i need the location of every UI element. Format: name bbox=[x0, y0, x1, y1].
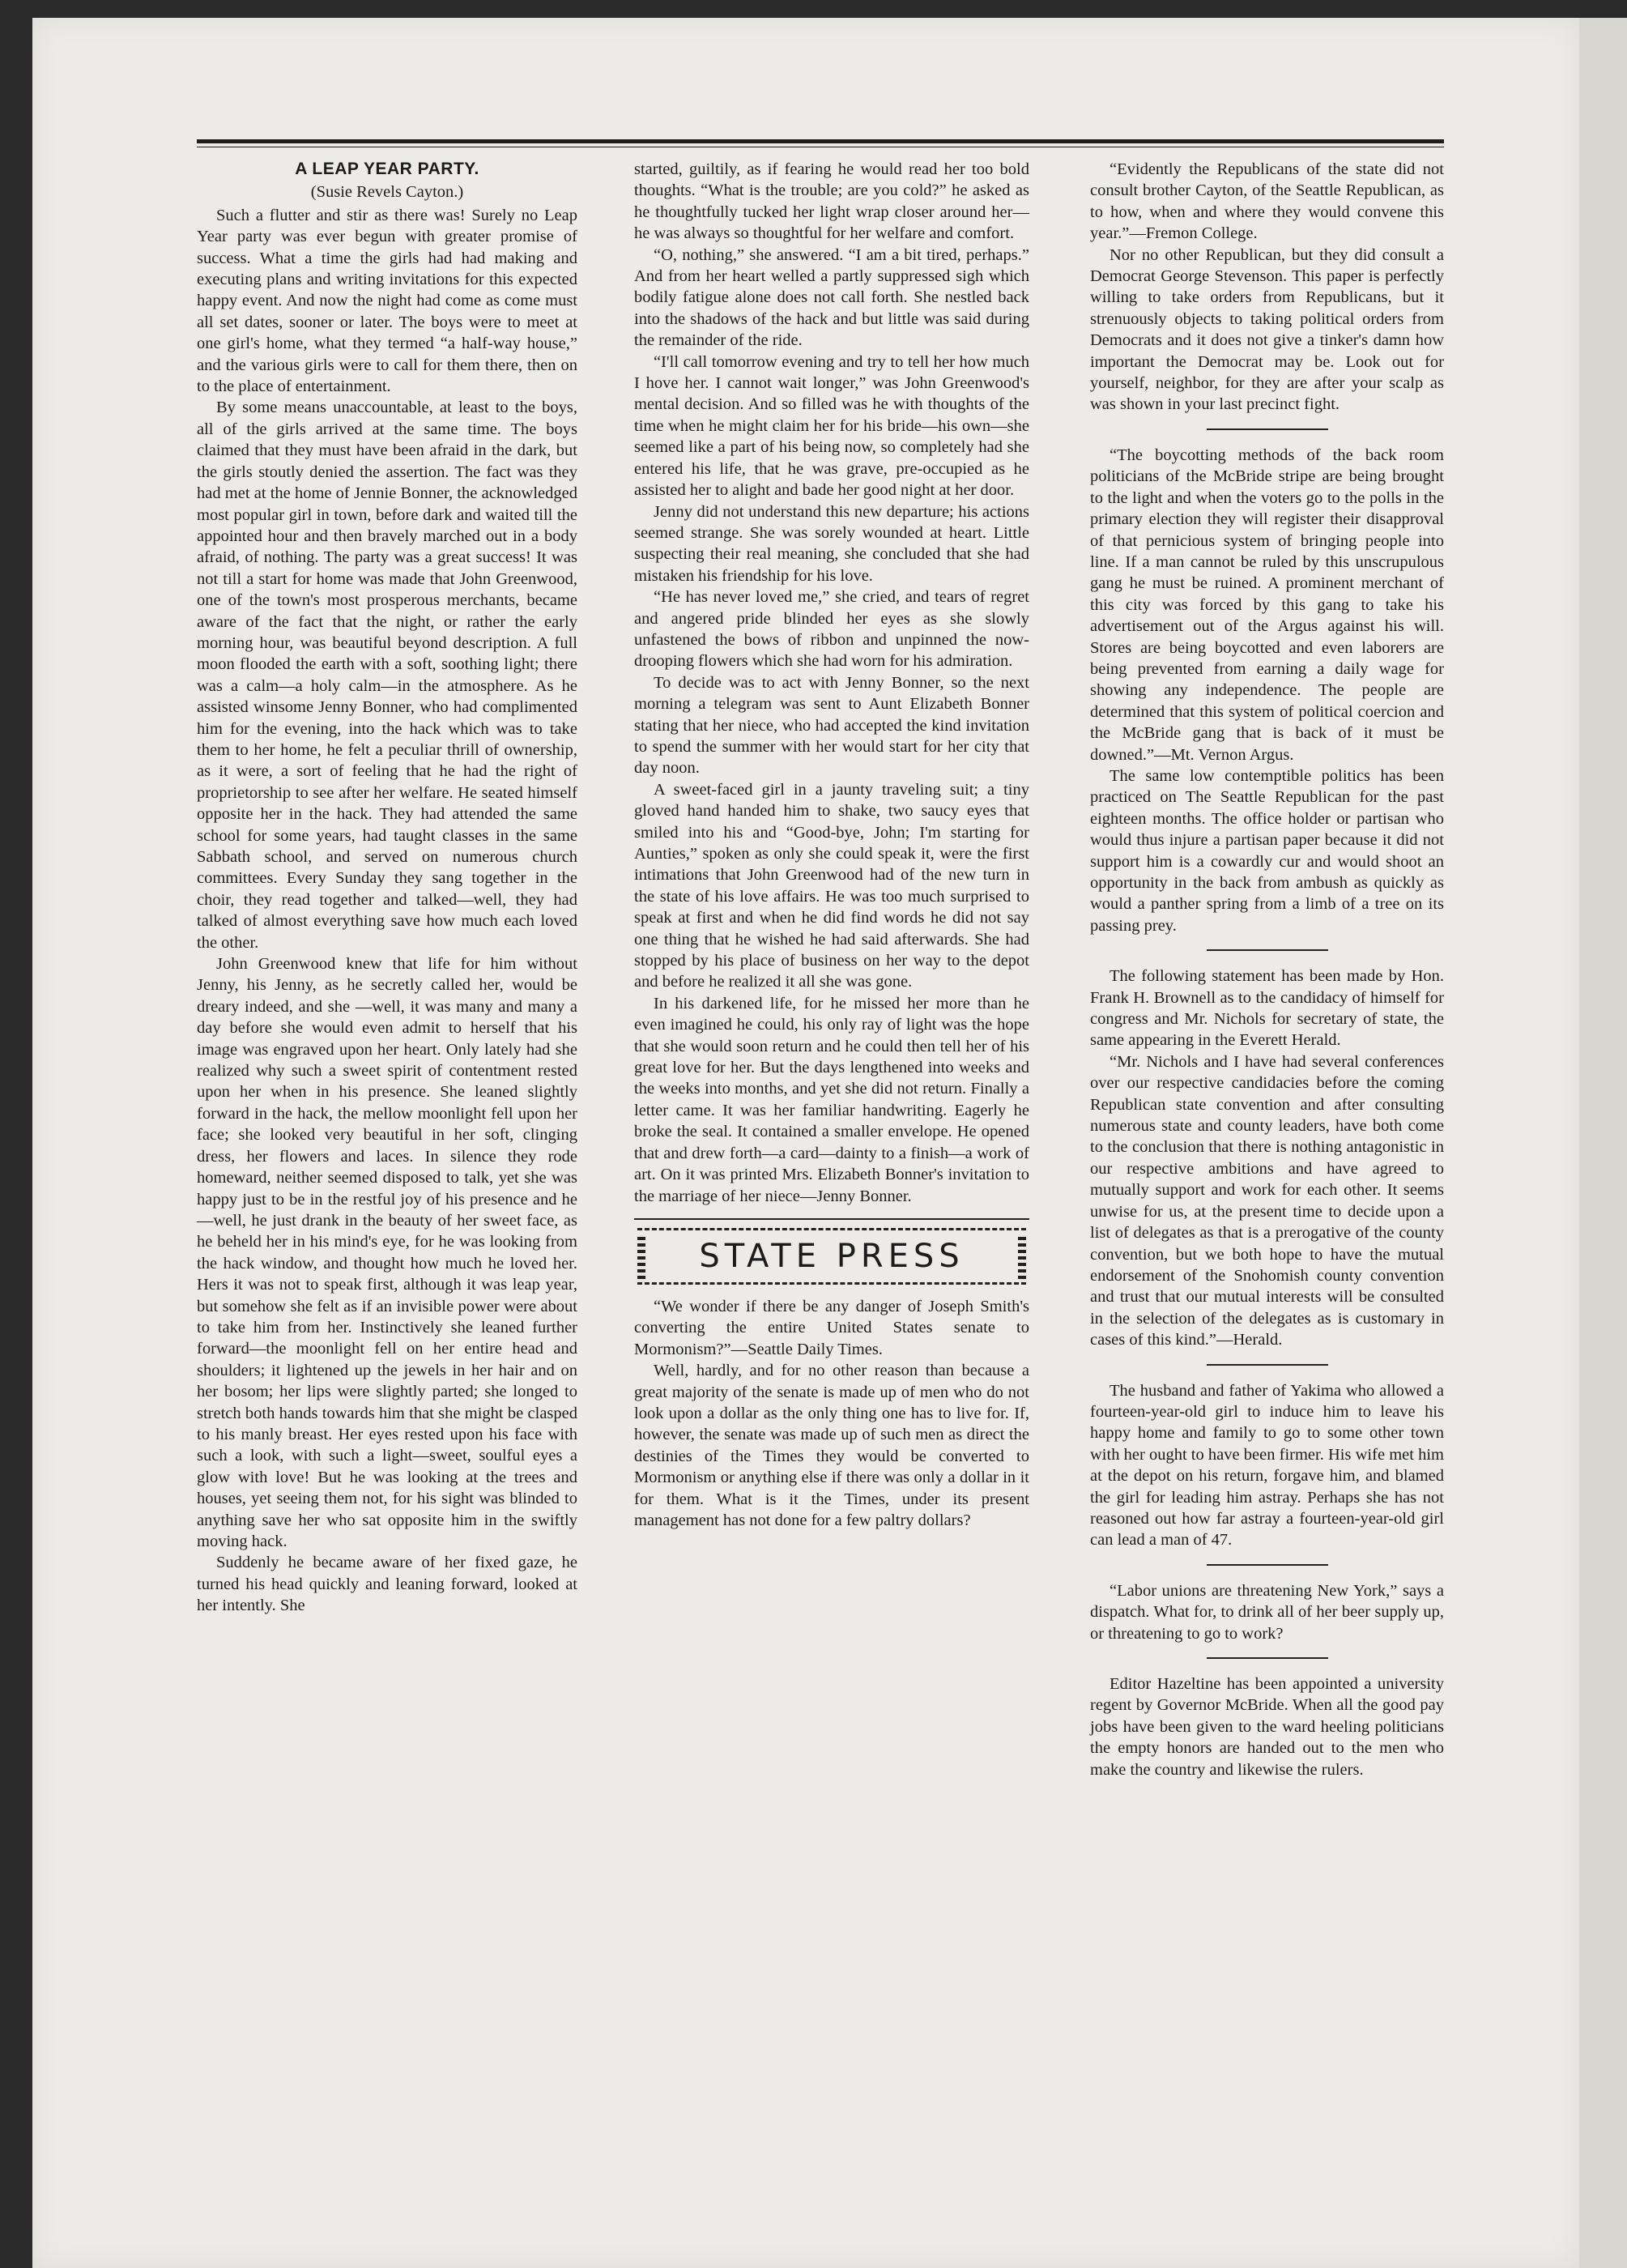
paragraph: The same low contemptible politics has been practiced on The Seattle Republican for the past eighteen months. The office holder or partisan who would thus injure a partisan paper because it did not support him is a cowardly cur and would shoot an opportunity in the back from ambush as quickly as would a panther spring from a limb of a tree on its passing prey. bbox=[1090, 766, 1444, 935]
paragraph: In his darkened life, for he missed her more than he even imagined he could, his only ray of light was the hope that she would soon return and he could then tell her of his great love for her. But the days lengthened into weeks and the weeks into months, and yet she did not return. Finally a letter came. It was her familiar handwriting. Eagerly he broke the seal. It contained a smaller envelope. He opened that and drew forth—a card—dainty to a finish—a work of art. On it was printed Mrs. Elizabeth Bonner's invitation to the marriage of her niece—Jenny Bonner. bbox=[634, 994, 1029, 1205]
paragraph: Suddenly he became aware of her fixed gaze, he turned his head quickly and leaning forward, looked at her intently. She bbox=[197, 1554, 577, 1615]
paragraph: The husband and father of Yakima who allowed a fourteen-year-old girl to induce him to leave his happy home and family to go to some other town with her ought to have been firmer. His wife met him at the depot on his return, forgave him, and blamed the girl for leading him astray. Perhaps she has not reasoned out how far astray a fourteen-year-old girl can lead a man of 47. bbox=[1090, 1381, 1444, 1550]
paragraph: “The boycotting methods of the back room politicians of the McBride stripe are being brought to the light and when the voters go to the polls in the primary election they will register their disapproval of that pernicious system of bringing people into line. If a man cannot be ruled by this unscrupulous gang he must be ruined. A prominent merchant of this city was forced by this gang to take his advertisement out of the Argus against his will. Stores are being boycotted and even laborers are being prevented from earning a daily wage for showing any independence. The people are determined that this system of political coercion and the McBride gang that is back of it must be downed.”—Mt. Vernon Argus. bbox=[1090, 446, 1444, 764]
paragraph: A sweet-faced girl in a jaunty traveling suit; a tiny gloved hand handed him to shake, two saucy eyes that smiled into his and “Good-bye, John; I'm starting for Aunties,” spoken as only she could speak it, were the first intimations that John Greenwood had of the new turn in the state of his love affairs. He was too much surprised to speak at first and when he did find words he did not say one thing that he wished he had said afterwards. She had stopped by his place of business on her way to the depot and before he realized it all she was gone. bbox=[634, 780, 1029, 991]
paragraph: The following statement has been made by Hon. Frank H. Brownell as to the candidacy of himself for congress and Mr. Nichols for secretary of state, the same appearing in the Everett Herald. bbox=[1090, 967, 1444, 1050]
paragraph: “Labor unions are threatening New York,” says a dispatch. What for, to drink all of her beer supply up, or threatening to go to work? bbox=[1090, 1581, 1444, 1643]
column-2 bbox=[634, 159, 1029, 1531]
paragraph: Nor no other Republican, but they did consult a Democrat George Stevenson. This paper is perfectly willing to take orders from Republicans, but it strenuously objects to taking political orders from Democrats and it does not give a tinker's damn how important the Democrat may be. Look out for yourself, neighbor, for they are after your scalp as was shown in your last precinct fight. bbox=[1090, 245, 1444, 414]
paragraph: Editor Hazeltine has been appointed a university regent by Governor McBride. When all the good pay jobs have been given to the ward heeling politicians the empty honors are handed out to the men who make the country and likewise the rulers. bbox=[1090, 1675, 1444, 1779]
paragraph: “He has never loved me,” she cried, and tears of regret and angered pride blinded her eyes as she slowly unfastened the bows of ribbon and unpinned the now-drooping flowers which she had worn for his admiration. bbox=[634, 588, 1029, 671]
column-1 bbox=[197, 159, 577, 1617]
paragraph: “We wonder if there be any danger of Joseph Smith's converting the entire United States senate to Mormonism?”—Seattle Daily Times. bbox=[634, 1297, 1029, 1358]
section-separator bbox=[1207, 1564, 1328, 1566]
column-3 bbox=[1090, 159, 1444, 1780]
section-separator bbox=[1207, 949, 1328, 951]
adjacent-page-edge bbox=[1579, 18, 1627, 2268]
article-byline: (Susie Revels Cayton.) bbox=[310, 183, 464, 202]
paragraph: “Mr. Nichols and I have had several conferences over our respective candidacies before the coming Republican state convention and after consulting numerous state and county leaders, have both come to the conclusion that there is nothing antagonistic in our respective ambitions and have agreed to mutually support and work for each other. It seems unwise for us, at the present time to decide upon a list of delegates as that is a prerogative of the county convention, but we both hope to have the mutual endorsement of the Snohomish county convention and trust that our mutual interests will be consulted in the selection of the delegates as is customary in cases of this kind.”—Herald. bbox=[1090, 1052, 1444, 1349]
paragraph: Well, hardly, and for no other reason than because a great majority of the senate is made up of men who do not look upon a dollar as the only thing one has to live for. If, however, the senate was made up of such men as direct the destinies of the Times they would be converted to Mormonism or anything else if there was only a dollar in it for them. What is it the Times, under its present management has not done for a few paltry dollars? bbox=[634, 1362, 1029, 1529]
article-title: A LEAP YEAR PARTY. bbox=[295, 160, 479, 178]
header-rule-thick bbox=[197, 139, 1444, 143]
paragraph: To decide was to act with Jenny Bonner, so the next morning a telegram was sent to Aunt Elizabeth Bonner stating that her niece, who had accepted the kind invitation to spend the summer with her would start for her city that day noon. bbox=[634, 673, 1029, 778]
section-separator bbox=[1207, 428, 1328, 430]
paragraph: “Evidently the Republicans of the state did not consult brother Cayton, of the Seattle Republican, as to how, when and where they would convene this year.”—Fremon College. bbox=[1090, 160, 1444, 243]
banner-title: STATE PRESS bbox=[699, 1237, 965, 1275]
state-press-banner bbox=[634, 1218, 1029, 1285]
section-separator bbox=[1207, 1657, 1328, 1659]
paragraph: By some means unaccountable, at least to the boys, all of the girls arrived at the same time. The boys claimed that they must have been afraid in the dark, but the girls stoutly denied the assertion. The fact was they had met at the home of Jennie Bonner, the acknowledged most popular girl in town, before dark and waited till the appointed hour and then bravely marched out in a body afraid, of nothing. The party was a great success! It was not till a start for home was made that John Greenwood, one of the town's most prosperous merchants, became aware of the fact that the night, or rather the early morning hour, was beautiful beyond description. A full moon flooded the earth with a soft, soothing light; there was a calm—a holy calm—in the atmosphere. As he assisted winsome Jenny Bonner, who had complimented him for the evening, into the hack which was to take them to her home, he felt a peculiar thrill of ownership, as it were, a sort of feeling that he had the right of proprietorship to see after her welfare. He seated himself opposite her in the hack. They had attended the same school for some years, had taught classes in the same Sabbath school, and served on numerous church committees. Every Sunday they sang together in the choir, they read together and talked—well, they had talked of almost everything save how much each loved the other. bbox=[197, 399, 577, 952]
section-separator bbox=[1207, 1364, 1328, 1366]
paragraph: “I'll call tomorrow evening and try to tell her how much I hove her. I cannot wait longer,” was John Greenwood's mental decision. And so filled was he with thoughts of the time when he might claim her for his bride—his own—she seemed like a part of his being now, so completely had she entered his life, that he was grave, pre-occupied as he assisted her to alight and bade her good night at her door. bbox=[634, 352, 1029, 500]
paragraph: Jenny did not understand this new departure; his actions seemed strange. She was sorely wounded at heart. Little suspecting their real meaning, she concluded that she had mistaken his friendship for his love. bbox=[634, 502, 1029, 585]
paragraph: John Greenwood knew that life for him without Jenny, his Jenny, as he secretly called her, would be dreary indeed, and she —well, it was many and many a day before she would even admit to herself that his image was engraved upon her heart. Only lately had she realized why such a sweet spirit of contentment rested upon her when in his presence. She leaned slightly forward in the hack, the mellow moonlight fell upon her face; she looked very beautiful in her soft, clinging dress, her flowers and laces. In silence they rode homeward, neither seemed disposed to talk, yet she was happy just to be in the restful joy of his presence and he—well, he just drank in the beauty of her sweet face, as he beheld her in his mind's eye, for he was looking from the hack window, and thought how much he loved her. Hers it was not to speak first, although it was leap year, but somehow she felt as if an invisible power were about to take him from her. Instinctively she leaned further forward—the moonlight fell on her entire head and shoulders; it lightened up the jewels in her hair and on her bosom; her lips were slightly parted; she longed to stretch both hands towards him that she might be clasped to his manly breast. Her eyes rested upon his face with such a look, with such a light—sweet, soulful eyes a glow with love! But he was looking at the trees and houses, yet seeing them not, for his sight was blinded to anything save her who sat opposite him in the swiftly moving hack. bbox=[197, 955, 577, 1550]
paragraph: “O, nothing,” she answered. “I am a bit tired, perhaps.” And from her heart welled a partly suppressed sigh which bodily fatigue alone does not call forth. She nestled back into the shadows of the hack and but little was said during the remainder of the ride. bbox=[634, 245, 1029, 350]
paragraph: started, guiltily, as if fearing he would read her too bold thoughts. “What is the trouble; are you cold?” he asked as he thoughtfully tucked her light wrap closer around her—he was always so thoughtful for her welfare and comfort. bbox=[634, 160, 1029, 243]
banner-frame bbox=[637, 1228, 1026, 1285]
paragraph: Such a flutter and stir as there was! Surely no Leap Year party was ever begun with greater promise of success. What a time the girls had had making and executing plans and writing invitations for this expected happy event. And now the night had come as come must all set dates, sooner or later. The boys were to meet at one girl's home, what they termed “a half-way house,” and the various girls were to call for them there, then on to the place of entertainment. bbox=[197, 206, 577, 396]
